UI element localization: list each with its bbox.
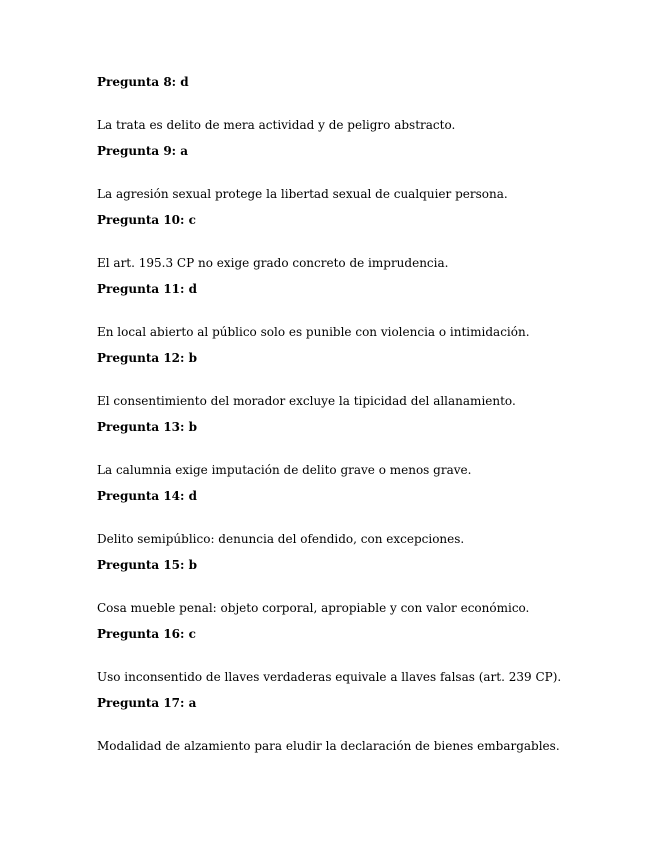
answer-item bbox=[97, 350, 617, 419]
answer-item bbox=[97, 695, 617, 764]
answer-explanation: En local abierto al público solo es punible con violencia o intimidación. bbox=[97, 325, 530, 339]
answer-explanation: Uso inconsentido de llaves verdaderas equivale a llaves falsas (art. 239 CP). bbox=[97, 670, 562, 684]
answer-explanation: La trata es delito de mera actividad y de peligro abstracto. bbox=[97, 118, 456, 132]
question-heading: Pregunta 8: d bbox=[97, 75, 189, 89]
answer-explanation: Delito semipúblico: denuncia del ofendido, con excepciones. bbox=[97, 532, 465, 546]
answer-item bbox=[97, 212, 617, 281]
answer-explanation: La agresión sexual protege la libertad sexual de cualquier persona. bbox=[97, 187, 508, 201]
question-heading: Pregunta 12: b bbox=[97, 351, 198, 365]
answer-item bbox=[97, 557, 617, 626]
answer-explanation: Cosa mueble penal: objeto corporal, apropiable y con valor económico. bbox=[97, 601, 530, 615]
answer-item bbox=[97, 626, 617, 695]
question-heading: Pregunta 14: d bbox=[97, 489, 198, 503]
answer-item bbox=[97, 143, 617, 212]
answer-item bbox=[97, 281, 617, 350]
question-heading: Pregunta 13: b bbox=[97, 420, 198, 434]
question-heading: Pregunta 16: c bbox=[97, 627, 196, 641]
answer-explanation: La calumnia exige imputación de delito grave o menos grave. bbox=[97, 463, 472, 477]
answer-list bbox=[97, 74, 617, 764]
question-heading: Pregunta 11: d bbox=[97, 282, 198, 296]
question-heading: Pregunta 15: b bbox=[97, 558, 198, 572]
answer-explanation: El consentimiento del morador excluye la tipicidad del allanamiento. bbox=[97, 394, 516, 408]
answer-item bbox=[97, 488, 617, 557]
question-heading: Pregunta 10: c bbox=[97, 213, 196, 227]
answer-explanation: El art. 195.3 CP no exige grado concreto de imprudencia. bbox=[97, 256, 449, 270]
question-heading: Pregunta 17: a bbox=[97, 696, 197, 710]
answer-item bbox=[97, 74, 617, 143]
answer-item bbox=[97, 419, 617, 488]
answer-explanation: Modalidad de alzamiento para eludir la declaración de bienes embargables. bbox=[97, 739, 560, 753]
question-heading: Pregunta 9: a bbox=[97, 144, 189, 158]
